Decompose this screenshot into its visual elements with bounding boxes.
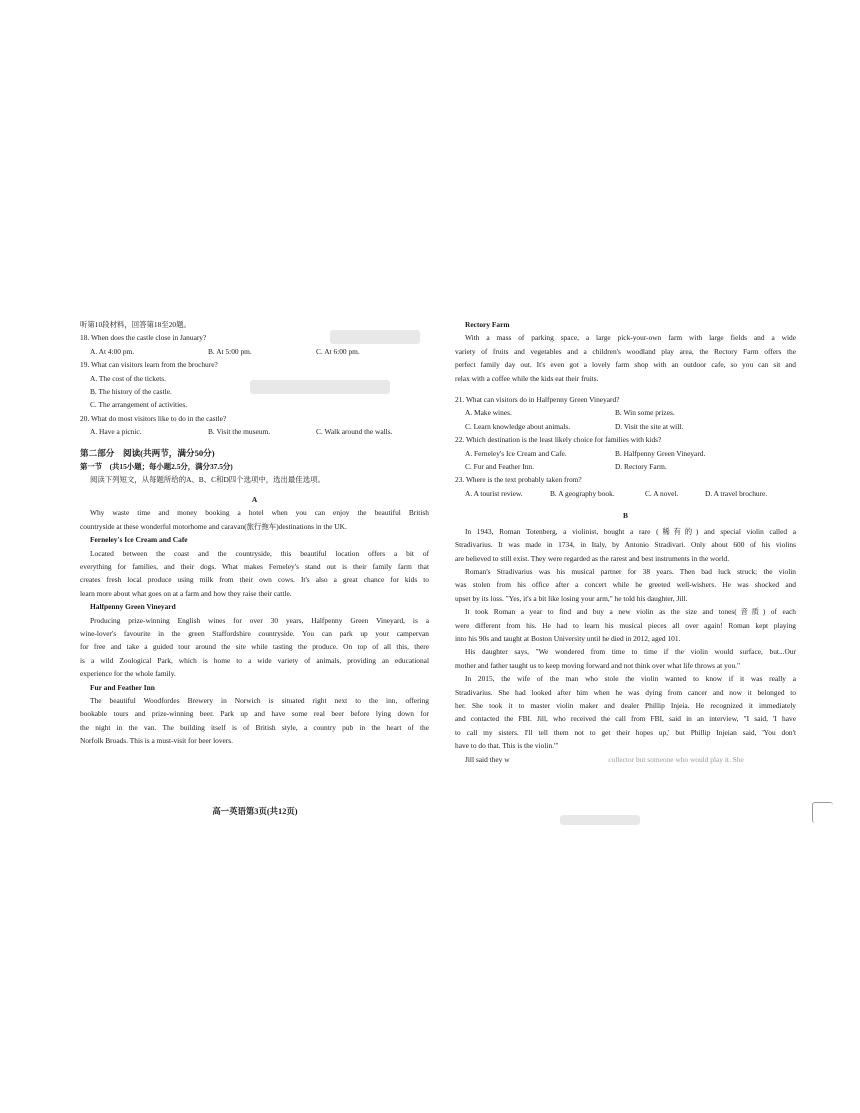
- halfpenny-title: Halfpenny Green Vineyard: [90, 602, 176, 612]
- paragraph-line: her. She took it to master violin maker and dealer Phillip Injeia. He recognized it immediately: [455, 700, 796, 710]
- paragraph-line: have to do that. This is the violin.'": [455, 741, 559, 751]
- rectory-title: Rectory Farm: [465, 320, 510, 329]
- paragraph-line: perfect family day out. It's even got a lovely farm shop with an outdoor cafe, so you can sit and: [455, 360, 796, 370]
- paragraph-line: Norfolk Broads. This is a must-visit for beer lovers.: [80, 736, 233, 746]
- scan-smudge: [560, 815, 640, 825]
- option: D. A travel brochure.: [705, 488, 768, 498]
- option: A. Ferneley's Ice Cream and Cafe.: [465, 448, 567, 458]
- passage-a-letter: A: [251, 494, 258, 504]
- fur-feather-title: Fur and Feather Inn: [90, 682, 155, 692]
- option: A. Make wines.: [465, 408, 512, 418]
- paragraph-line: Producing prize-winning English wines for over 30 years, Halfpenny Green Vineyard, is a: [90, 615, 429, 625]
- option: A. A tourist review.: [465, 488, 523, 498]
- question-22-stem: 22. Which destination is the least likely choice for families with kids?: [455, 435, 662, 445]
- question-19-stem: 19. What can visitors learn from the brochure?: [80, 360, 218, 370]
- paragraph-line: is a wild Zoological Park, which is home to a wide variety of animals, providing an educational: [80, 655, 429, 665]
- page-footer: 高一英语第3页(共12页): [212, 807, 298, 816]
- paragraph-line: In 1943, Roman Totenberg, a violinist, bought a rare (稀有的) and special violin called a: [465, 526, 796, 536]
- paragraph-line: bookable tours and prize-winning beer. Park up and have some real beer before lying down for: [80, 709, 429, 719]
- option: D. Rectory Farm.: [615, 462, 667, 472]
- option: C. Walk around the walls.: [316, 427, 393, 437]
- paragraph-line: upset by its loss. "Yes, it's a bit like losing your arm," he told his daughter, Jill.: [455, 593, 688, 603]
- question-21-options: [455, 420, 796, 433]
- option: C. Fur and Feather Inn.: [465, 462, 534, 472]
- listening-header: 听第10段材料，回答第18至20题。: [80, 320, 191, 329]
- paragraph-line: wine-lover's favourite in the green Staffordshire countryside. You can park up your campervan: [80, 628, 429, 638]
- paragraph-line: mother and father taught us to keep moving forward and not think over what life throws at you.": [455, 660, 741, 670]
- partial-text-end: collector but someone who would play it. She: [608, 754, 744, 764]
- paragraph-line: to call my sisters. I'll tell them not to get their hopes up,' but Phillip Injeian said, 'You don't: [455, 727, 796, 737]
- paragraph-line: creates fresh local produce using milk from their own cows. It's also a great chance for kids to: [80, 575, 429, 585]
- partial-text-start: Jill said they w: [465, 754, 510, 764]
- option: B. The history of the castle.: [90, 387, 172, 397]
- part-two-title: 第二部分 阅读(共两节，满分50分): [80, 447, 215, 458]
- paragraph-line: relax with a coffee while the kids eat their fruits.: [455, 373, 599, 383]
- paragraph-line: are believed to still exist. They were regarded as the rarest and best instruments in the world.: [455, 553, 730, 563]
- option: A. At 4:00 pm.: [90, 346, 135, 356]
- reading-instructions: 阅读下列短文，从每题所给的A、B、C和D四个选项中，选出最佳选项。: [90, 475, 325, 485]
- option: C. The arrangement of activities.: [90, 400, 188, 410]
- left-column: [80, 318, 429, 748]
- question-21-stem: 21. What can visitors do in Halfpenny Green Vineyard?: [455, 395, 620, 405]
- option: B. Win some prizes.: [615, 408, 675, 418]
- option: C. Learn knowledge about animals.: [465, 421, 571, 431]
- paragraph-line: the night in the van. The building itself is of British style, a country pub in the heart of the: [80, 722, 429, 732]
- paragraph-line: and contacted the FBI. Jill, who received the call from FBI, said in an interview, "I said, 'I have: [455, 714, 796, 724]
- paragraph-line: countryside at these wonderful motorhome and caravan(旅行拖车)destinations in the UK.: [80, 521, 347, 531]
- paragraph-line: for free and take a guided tour around the site while tasting the produce. On top of all this, there: [80, 642, 429, 652]
- paragraph-line: Stradivarius. She had looked after him when he was dying from cancer and now it belonged to: [455, 687, 796, 697]
- option: B. Visit the museum.: [208, 427, 271, 437]
- option: A. The cost of the tickets.: [90, 373, 167, 383]
- question-18-stem: 18. When does the castle close in January?: [80, 333, 207, 343]
- question-20-options: [80, 425, 429, 438]
- paragraph-line: variety of fruits and vegetables and a children's woodland play area, the Rectory Farm offers the: [455, 346, 796, 356]
- paragraph-line: was stolen from his office after a concert while he greeted well-wishers. He was shocked and: [455, 580, 796, 590]
- paragraph-line: With a mass of parking space, a large pick-your-own farm with large fields and a wide: [465, 333, 796, 343]
- paragraph-line: His daughter says, "We wondered from time to time if the violin would surface, but...Our: [465, 647, 796, 657]
- option: B. At 5:00 pm.: [208, 346, 252, 356]
- ferneley-title: Ferneley's Ice Cream and Cafe: [90, 535, 188, 545]
- option: B. A geography book.: [550, 488, 615, 498]
- question-18-options: [80, 345, 429, 358]
- option: A. Have a picnic.: [90, 427, 142, 437]
- paragraph-line: experience for the whole family.: [80, 669, 176, 679]
- paragraph-line: Why waste time and money booking a hotel when you can enjoy the beautiful British: [90, 508, 429, 518]
- paragraph-line: Roman's Stradivarius was his musical partner for 38 years. Then bad luck struck; the violin: [465, 566, 796, 576]
- question-20-stem: 20. What do most visitors like to do in the castle?: [80, 413, 227, 423]
- option: B. Halfpenny Green Vineyard.: [615, 448, 706, 458]
- passage-b-letter: B: [623, 511, 628, 521]
- paragraph-line: into his 90s and taught at Boston University until he died in 2012, aged 101.: [455, 633, 681, 643]
- question-22-options: [455, 447, 796, 460]
- question-22-options: [455, 460, 796, 473]
- scan-mark: [812, 802, 833, 823]
- question-23-stem: 23. Where is the text probably taken from?: [455, 475, 582, 485]
- paragraph-line: It took Roman a year to find and buy a new violin as the size and tones(音质) of each: [465, 607, 796, 617]
- paragraph-line: In 2015, the wife of the man who stole the violin wanted to know if it was really a: [465, 674, 796, 684]
- option: C. A novel.: [645, 488, 679, 498]
- section-one-title: 第一节 (共15小题；每小题2.5分，满分37.5分): [80, 462, 233, 472]
- paragraph-line: The beautiful Woodfordes Brewery in Norwich is situated right next to the inn, offering: [90, 695, 429, 705]
- option: D. Visit the site at will.: [615, 421, 684, 431]
- paragraph-line: learn more about what goes on at a farm and how they raise their cattle.: [80, 588, 292, 598]
- paragraph-line: were different from his. He had to learn his musical pieces all over again! Roman kept playing: [455, 620, 796, 630]
- paragraph-line-partial: [455, 753, 796, 766]
- paragraph-line: Located between the coast and the countryside, this beautiful location offers a bit of: [90, 548, 429, 558]
- paragraph-line: everything for families, and their dogs. What makes Ferneley's stand out is their family farm that: [80, 561, 429, 571]
- paragraph-line: Stradivarius. It was made in 1734, in Italy, by Antonio Stradivari. Only about 600 of his violins: [455, 540, 796, 550]
- right-column: [455, 318, 796, 766]
- question-21-options: [455, 406, 796, 419]
- option: C. At 6:00 pm.: [316, 346, 360, 356]
- question-23-options: [455, 487, 796, 500]
